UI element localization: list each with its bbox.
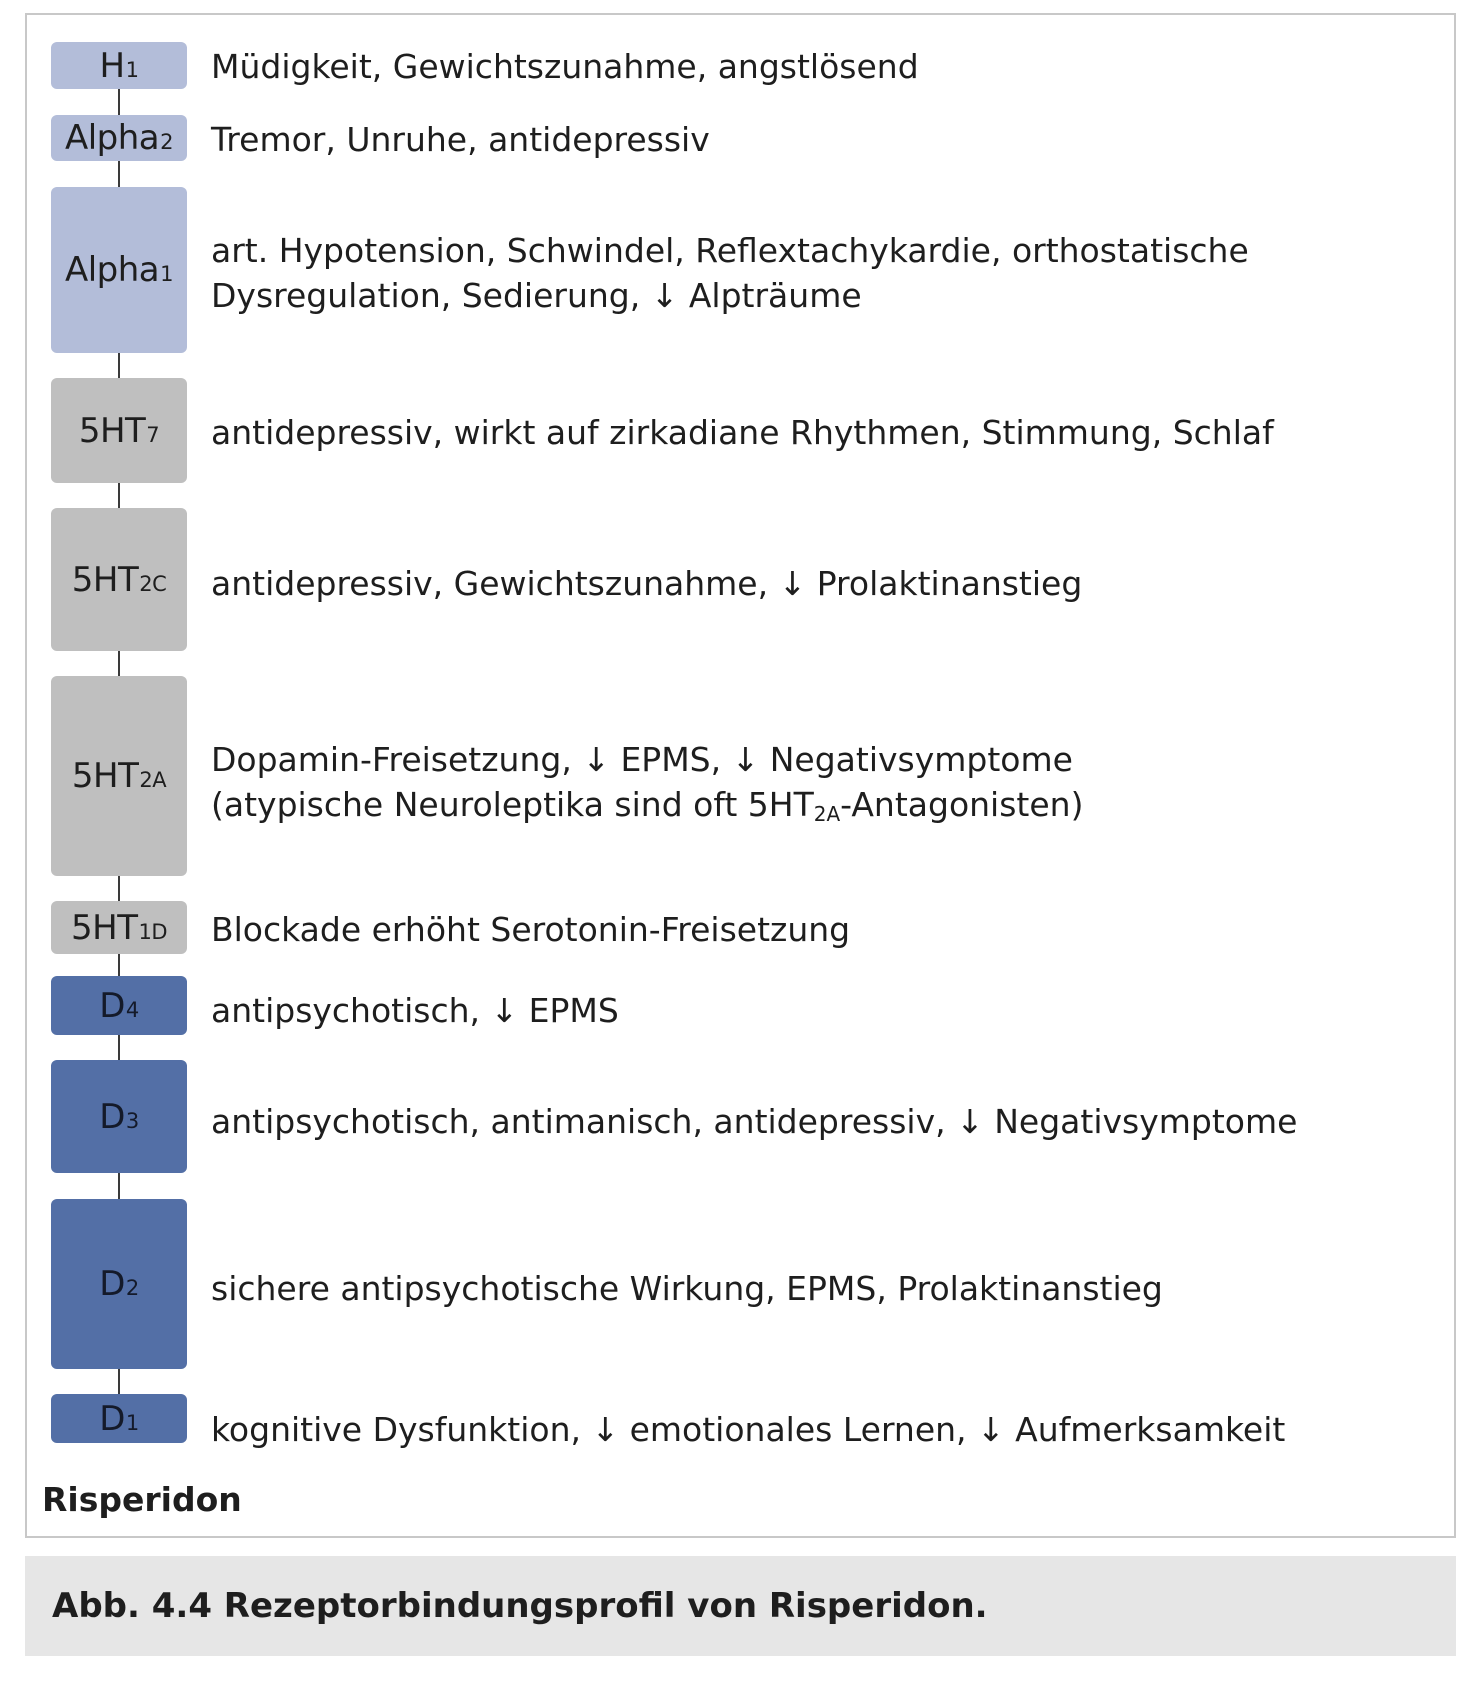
receptor-box-d4 (51, 976, 187, 1035)
receptor-box-d1 (51, 1394, 187, 1443)
receptor-effect-5ht1d (211, 907, 850, 952)
figure-caption-bar (25, 1556, 1456, 1656)
receptor-name: D (99, 1264, 125, 1304)
receptor-box-alpha1 (51, 187, 187, 353)
receptor-box-alpha2 (51, 115, 187, 161)
receptor-name: D (99, 985, 125, 1026)
connector-line (118, 954, 120, 976)
receptor-subscript: 1 (160, 262, 174, 286)
effect-text: antidepressiv, Gewichtszunahme, ↓ Prolaktinanstieg (211, 564, 1083, 603)
receptor-box-d3 (51, 1060, 187, 1173)
effect-text-line-1: art. Hypotension, Schwindel, Reflextachykardie, orthostatische (211, 231, 1249, 270)
receptor-box-5ht2c (51, 508, 187, 651)
receptor-box-5ht2a (51, 676, 187, 876)
effect-text-line-1: Dopamin-Freisetzung, ↓ EPMS, ↓ Negativsymptome (211, 740, 1073, 779)
receptor-name: Alpha (64, 250, 160, 290)
connector-line (118, 876, 120, 901)
receptor-effect-d1 (211, 1407, 1285, 1452)
effect-text: Müdigkeit, Gewichtszunahme, angstlösend (211, 47, 919, 86)
receptor-box-5ht1d (51, 901, 187, 954)
receptor-name: 5HT (71, 907, 138, 948)
connector-line (118, 161, 120, 187)
effect-text: Tremor, Unruhe, antidepressiv (211, 120, 710, 159)
receptor-effect-5ht7 (211, 410, 1274, 455)
receptor-name: 5HT (71, 559, 139, 600)
receptor-subscript: 1D (138, 919, 167, 944)
receptor-effect-d3 (211, 1099, 1297, 1144)
receptor-subscript: 3 (125, 1108, 139, 1133)
effect-text-line-2: Dysregulation, Sedierung, ↓ Alpträume (211, 276, 862, 315)
receptor-effect-alpha1 (211, 228, 1249, 318)
receptor-effect-5ht2a (211, 737, 1083, 832)
receptor-name: H (99, 45, 125, 86)
connector-line (118, 1173, 120, 1199)
effect-text-part: -Antagonisten) (840, 785, 1084, 824)
receptor-name: 5HT (71, 756, 139, 796)
effect-text: antipsychotisch, antimanisch, antidepressiv, ↓ Negativsymptome (211, 1102, 1298, 1141)
receptor-name: 5HT (78, 410, 146, 451)
connector-line (118, 1035, 120, 1060)
receptor-subscript: 2 (160, 130, 174, 154)
effect-subscript: 2A (813, 802, 841, 826)
receptor-effect-d4 (211, 988, 619, 1033)
connector-line (118, 89, 120, 115)
effect-text: antipsychotisch, ↓ EPMS (211, 991, 619, 1030)
receptor-name: Alpha (64, 118, 160, 158)
receptor-name: D (99, 1096, 125, 1137)
receptor-effect-5ht2c (211, 561, 1082, 606)
receptor-subscript: 7 (146, 422, 160, 447)
receptor-box-d2 (51, 1199, 187, 1369)
receptor-effect-h1 (211, 44, 919, 89)
effect-text: antidepressiv, wirkt auf zirkadiane Rhythmen, Stimmung, Schlaf (211, 413, 1274, 452)
connector-line (118, 353, 120, 378)
connector-line (118, 1369, 120, 1394)
receptor-subscript: 2 (125, 1276, 139, 1300)
drug-label: Risperidon (42, 1480, 242, 1519)
receptor-subscript: 1 (125, 1410, 139, 1435)
receptor-subscript: 4 (125, 997, 139, 1022)
connector-line (118, 651, 120, 676)
effect-text: sichere antipsychotische Wirkung, EPMS, Prolaktinanstieg (211, 1269, 1163, 1308)
effect-text: kognitive Dysfunktion, ↓ emotionales Lernen, ↓ Aufmerksamkeit (211, 1410, 1286, 1449)
effect-text: Blockade erhöht Serotonin-Freisetzung (211, 910, 851, 949)
receptor-subscript: 2A (139, 768, 167, 792)
receptor-box-h1 (51, 42, 187, 89)
figure-caption: Abb. 4.4 Rezeptorbindungsprofil von Risperidon. (52, 1586, 988, 1626)
receptor-effect-alpha2 (211, 117, 710, 162)
effect-text-part: (atypische Neuroleptika sind oft 5HT (211, 785, 814, 824)
receptor-subscript: 1 (125, 57, 139, 82)
receptor-box-5ht7 (51, 378, 187, 483)
connector-line (118, 483, 120, 508)
receptor-name: D (99, 1398, 125, 1439)
receptor-effect-d2 (211, 1266, 1163, 1311)
effect-text-line-2 (211, 782, 1083, 832)
receptor-subscript: 2C (139, 571, 167, 596)
